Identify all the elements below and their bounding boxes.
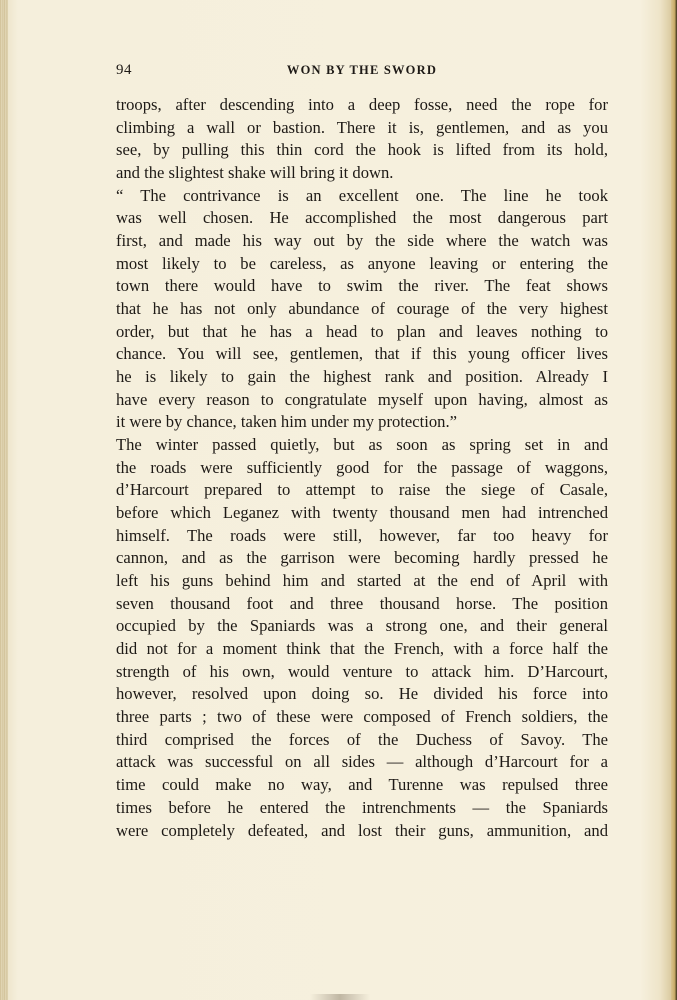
text-line: have every reason to congratulate myself upon having, almost as: [116, 389, 608, 409]
running-title: WON BY THE SWORD: [286, 63, 438, 77]
text-line: himself. The roads were still, however, far too heavy for: [116, 525, 608, 545]
text-line: “ The contrivance is an excellent one. The line he took: [116, 185, 608, 205]
text-line: first, and made his way out by the side where the watch was: [116, 231, 608, 251]
page-bottom-mark: [310, 994, 370, 1000]
text-line: did not for a moment think that the French, with a force half the: [116, 639, 608, 659]
text-line: d’Harcourt prepared to attempt to raise the siege of Casale,: [116, 480, 608, 500]
text-line: see, by pulling this thin cord the hook is lifted from its hold,: [116, 140, 608, 160]
page-right-edge: [671, 0, 677, 1000]
body-text: [116, 94, 608, 842]
text-line: seven thousand foot and three thousand horse. The position: [116, 593, 608, 613]
text-line: town there would have to swim the river. The feat shows: [116, 276, 608, 296]
text-line: times before he entered the intrenchments — the Spaniards: [116, 797, 608, 817]
text-line: cannon, and as the garrison were becoming hardly pressed he: [116, 548, 608, 568]
text-line: attack was successful on all sides — although d’Harcourt for a: [116, 752, 608, 772]
page-header: [116, 62, 608, 82]
page-number: 94: [116, 62, 132, 78]
text-line: chance. You will see, gentlemen, that if this young officer lives: [116, 344, 608, 364]
text-line: occupied by the Spaniards was a strong one, and their general: [116, 616, 608, 636]
text-line: troops, after descending into a deep fosse, need the rope for: [116, 95, 608, 114]
text-line: he is likely to gain the highest rank and position. Already I: [116, 367, 608, 387]
text-line: was well chosen. He accomplished the most dangerous part: [116, 208, 608, 228]
text-line: were completely defeated, and lost their guns, ammunition, and: [116, 820, 608, 840]
text-line: time could make no way, and Turenne was repulsed three: [116, 775, 608, 795]
text-line: climbing a wall or bastion. There it is, gentlemen, and as you: [116, 117, 608, 137]
text-line: three parts ; two of these were composed of French soldiers, the: [116, 707, 608, 727]
text-line: strength of his own, would venture to attack him. D’Harcourt,: [116, 661, 608, 681]
text-line: that he has not only abundance of courage of the very highest: [116, 299, 608, 319]
page-left-edge: [0, 0, 8, 1000]
text-line: order, but that he has a head to plan and leaves nothing to: [116, 321, 608, 341]
text-line: most likely to be careless, as anyone leaving or entering the: [116, 253, 608, 273]
text-line: before which Leganez with twenty thousand men had intrenched: [116, 503, 608, 523]
text-line: it were by chance, taken him under my protection.”: [116, 412, 457, 432]
text-line: The winter passed quietly, but as soon as spring set in and: [116, 435, 608, 455]
text-line: the roads were sufficiently good for the passage of waggons,: [116, 457, 608, 477]
text-line: and the slightest shake will bring it down.: [116, 163, 394, 183]
text-line: third comprised the forces of the Duchess of Savoy. The: [116, 729, 608, 749]
text-line: left his guns behind him and started at the end of April with: [116, 571, 608, 591]
text-line: however, resolved upon doing so. He divided his force into: [116, 684, 608, 704]
